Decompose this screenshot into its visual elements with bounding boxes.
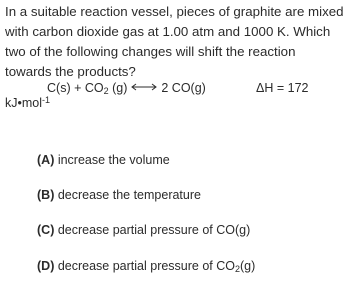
question-text: In a suitable reaction vessel, pieces of graphite are mixed with carbon dioxide gas at 1.00 atm and 1000 K. Which two of the following changes will shift the reaction towards the products? [5,4,344,79]
equation-right-part: 2 CO(g) [161,81,206,95]
option-a [37,152,170,168]
option-d-text-end: (g) [240,259,256,273]
option-a-text: increase the volume [54,153,170,167]
option-d-text: decrease partial pressure of CO [54,259,235,273]
option-c [37,222,250,238]
reaction-equation [47,80,206,96]
equation-left-subscript: 2 [103,86,109,96]
unit-exponent: -1 [42,95,51,105]
equation-left-part: C(s) + CO [47,81,104,95]
option-a-letter: (A) [37,153,55,167]
option-c-text: decrease partial pressure of CO(g) [54,223,251,237]
unit-base: kJ•mol [5,96,43,110]
option-b-letter: (B) [37,188,55,202]
equilibrium-arrow-icon [131,83,157,91]
option-b [37,187,201,203]
option-c-letter: (C) [37,223,55,237]
option-b-text: decrease the temperature [54,188,201,202]
option-d-letter: (D) [37,259,55,273]
option-d-subscript: 2 [235,264,241,274]
enthalpy-unit [5,95,50,111]
option-d [37,258,255,274]
enthalpy-value: ΔH = 172 [256,81,309,95]
equation-left-state: (g) [108,81,128,95]
